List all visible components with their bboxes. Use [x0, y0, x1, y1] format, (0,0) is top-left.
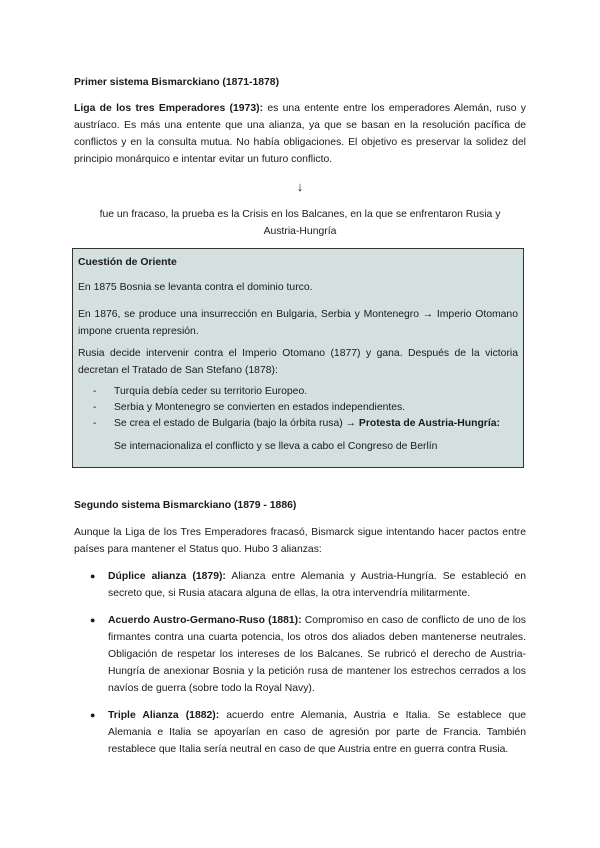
alliance-label: Dúplice alianza (1879): — [108, 571, 226, 582]
bulgaria-text: Se crea el estado de Bulgaria (bajo la órbita rusa) → — [114, 418, 359, 429]
alliance-text: acuerdo entre Alemania, Austria e Italia. Se establece que Alemania e Italia se apoyarían en caso de agresión por parte de Francia. También restablece que Italia sería neutral en caso de que Austria entre en guerra contra Rusia. — [108, 710, 527, 755]
alliance-item — [108, 612, 526, 697]
liga-text: es una entente entre los emperadores Alemán, ruso y austríaco. Es más una entente que una alianza, ya que se basan en la resolución pacífica de conflictos y en la consulta mutua. No había obligaciones. El objetivo es preservar la solidez del principio monárquico e intentar evitar un futuro conflicto. — [74, 103, 526, 165]
section2-intro: Aunque la Liga de los Tres Emperadores fracasó, Bismarck sigue intentando hacer pactos entre países para mantener el Status quo. Hubo 3 alianzas: — [74, 527, 526, 555]
dash-marker: - — [93, 418, 97, 429]
dash-marker: - — [93, 386, 97, 397]
box-paragraph-2: En 1876, se produce una insurrección en Bulgaria, Serbia y Montenegro → Imperio Otomano impone cruenta represión. — [78, 309, 518, 337]
cuestion-oriente-box — [72, 248, 524, 468]
protesta-label: Protesta de Austria-Hungría: — [358, 418, 500, 429]
box-paragraph-3: Rusia decide intervenir contra el Imperio Otomano (1877) y gana. Después de la victoria decretan el Tratado de San Stefano (1878): — [78, 348, 518, 376]
bullet-icon: ● — [90, 615, 96, 625]
section1-title: Primer sistema Bismarckiano (1871-1878) — [74, 77, 280, 88]
section2-title: Segundo sistema Bismarckiano (1879 - 1886) — [74, 500, 297, 511]
box-list-item: Turquía debía ceder su territorio Europeo. — [114, 386, 308, 397]
dash-marker: - — [93, 402, 97, 413]
result-text — [74, 206, 526, 240]
alliance-item — [108, 568, 526, 602]
box-list-item: Serbia y Montenegro se convierten en estados independientes. — [114, 402, 406, 413]
alliance-label: Acuerdo Austro-Germano-Ruso (1881): — [108, 615, 302, 626]
box-paragraph-1: En 1875 Bosnia se levanta contra el dominio turco. — [78, 282, 313, 293]
alliance-text: Alianza entre Alemania y Austria-Hungría. Se estableció en secreto que, si Rusia atacara alguna de ellas, la otra intervendría militarmente. — [108, 571, 526, 599]
liga-paragraph — [74, 100, 526, 168]
result-line-1: fue un fracaso, la prueba es la Crisis en los Balcanes, en la que se enfrentaron Rusia y — [99, 209, 501, 220]
box-list-item-bulgaria — [114, 415, 519, 432]
down-arrow-icon: ↓ — [296, 179, 304, 194]
bullet-icon: ● — [90, 710, 96, 720]
alliance-label: Triple Alianza (1882): — [108, 710, 220, 721]
alliance-text: Compromiso en caso de conflicto de uno de los firmantes contra una cuarta potencia, los otros dos aliados deben mantenerse neutrales. Obligación de respetar los intereses de los Balcanes. Se rubricó el derecho de Austria-Hungría de anexionar Bosnia y la petición rusa de mantener los estrechos cerrados a los navíos de guerra (sobre todo la Royal Navy). — [108, 615, 526, 694]
bullet-icon: ● — [90, 571, 96, 581]
result-line-2: Austria-Hungría — [263, 226, 337, 237]
alliance-item — [108, 707, 526, 758]
box-title: Cuestión de Oriente — [78, 257, 177, 268]
liga-label: Liga de los tres Emperadores (1973): — [74, 103, 264, 114]
box-conclusion: Se internacionaliza el conflicto y se lleva a cabo el Congreso de Berlín — [114, 441, 438, 452]
